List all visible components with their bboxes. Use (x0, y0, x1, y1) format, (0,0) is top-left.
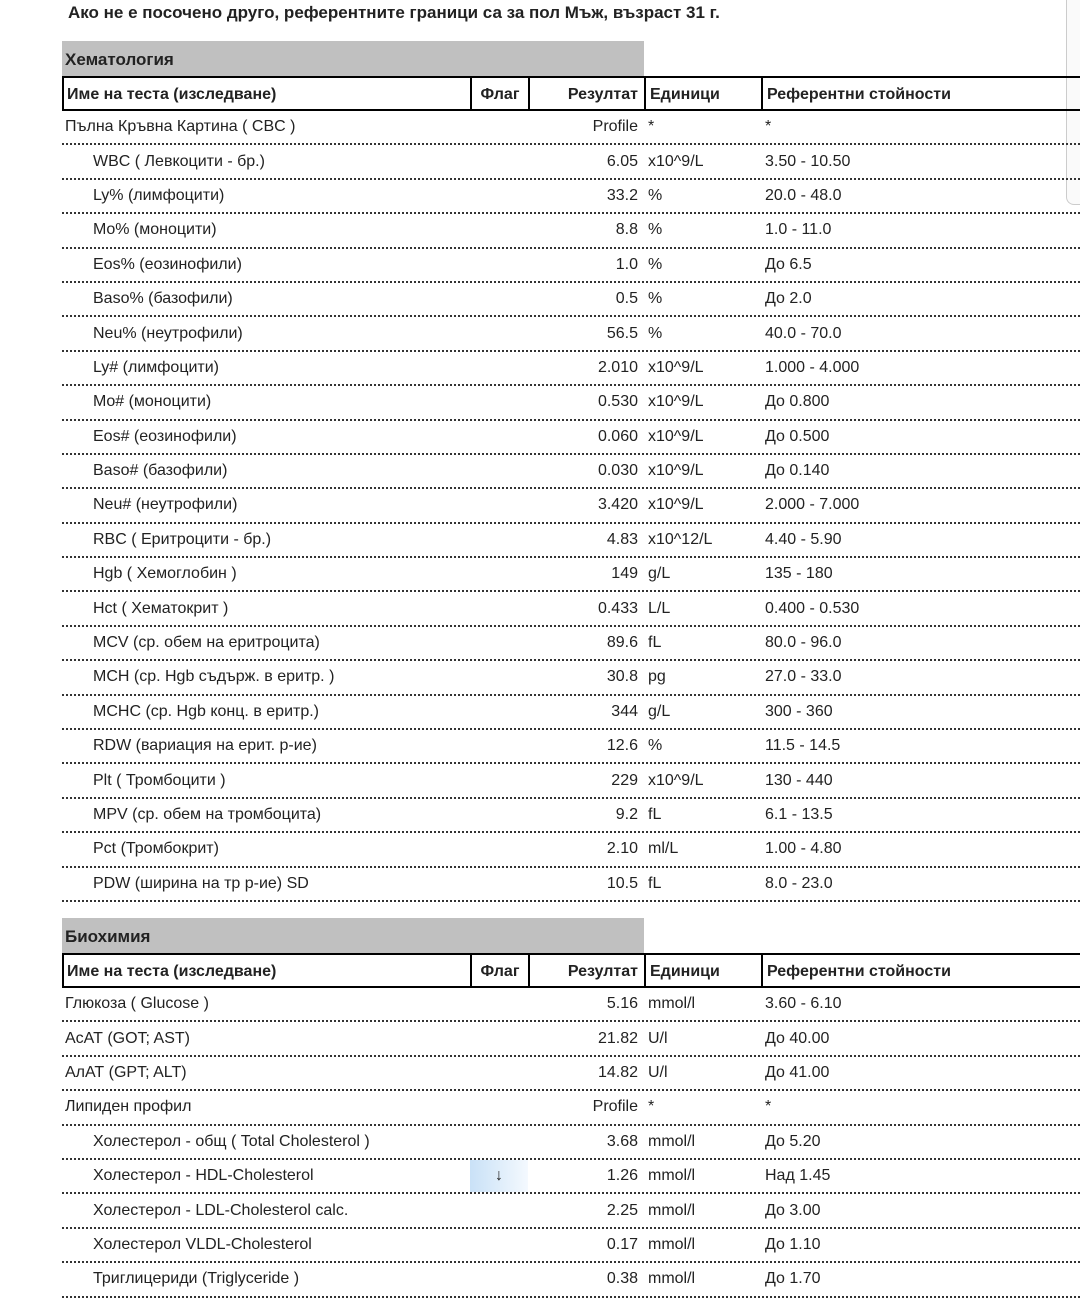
table-row (62, 1160, 1080, 1194)
reference-range: 300 - 360 (765, 702, 833, 720)
test-name: WBC ( Левкоцити - бр.) (93, 152, 265, 170)
result-value: 56.5 (606, 324, 638, 342)
column-header-ref: Референтни стойности (767, 86, 951, 103)
test-name: MCV (ср. обем на еритроцита) (93, 634, 320, 652)
result-value: Profile (592, 118, 638, 136)
flag-low-icon: ↓ (470, 1160, 528, 1192)
table-row (62, 1091, 1080, 1125)
flag-cell (470, 558, 528, 590)
test-name: Триглицериди (Triglyceride ) (93, 1270, 300, 1288)
result-value: 12.6 (606, 737, 638, 755)
result-value: 2.10 (606, 840, 638, 858)
unit: x10^9/L (648, 496, 704, 514)
result-value: 30.8 (606, 668, 638, 686)
section-title: Биохимия (62, 918, 644, 953)
reference-range: До 1.10 (765, 1235, 821, 1253)
test-name: Pct (Тромбокрит) (93, 840, 219, 858)
unit: x10^9/L (648, 358, 704, 376)
reference-range: До 41.00 (765, 1063, 830, 1081)
flag-cell (470, 868, 528, 900)
flag-cell (470, 421, 528, 453)
result-value: 0.530 (597, 393, 638, 411)
flag-cell (470, 489, 528, 521)
test-name: Hgb ( Хемоглобин ) (93, 565, 237, 583)
flag-cell (470, 592, 528, 624)
reference-range: 4.40 - 5.90 (765, 530, 842, 548)
table-row (62, 145, 1080, 179)
result-value: Profile (592, 1098, 638, 1116)
flag-cell (470, 352, 528, 384)
unit: fL (648, 634, 662, 652)
result-value: 89.6 (606, 634, 638, 652)
unit: % (648, 324, 663, 342)
flag-cell (470, 249, 528, 281)
reference-range: До 0.800 (765, 393, 830, 411)
unit: ml/L (648, 840, 679, 858)
unit: mmol/l (648, 995, 696, 1013)
table-row (62, 1263, 1080, 1297)
test-name: Ly# (лимфоцити) (93, 358, 220, 376)
reference-range: 40.0 - 70.0 (765, 324, 842, 342)
flag-cell (470, 1022, 528, 1054)
flag-cell (470, 764, 528, 796)
test-name: Baso% (базофили) (93, 290, 233, 308)
test-name: Холестерол - LDL-Cholesterol calc. (93, 1201, 349, 1219)
test-name: Липиден профил (65, 1098, 192, 1116)
result-value: 9.2 (615, 806, 638, 823)
result-value: 14.82 (597, 1063, 638, 1081)
reference-range: До 2.0 (765, 290, 812, 308)
reference-range: * (765, 1098, 772, 1116)
result-value: 5.16 (606, 995, 638, 1013)
table-row (62, 352, 1080, 386)
test-name: MCH (ср. Hgb съдърж. в еритр. ) (93, 668, 335, 686)
table-row (62, 868, 1080, 902)
unit: % (648, 255, 663, 273)
unit: fL (648, 874, 662, 892)
column-header-ref: Референтни стойности (767, 963, 951, 980)
flag-cell (470, 661, 528, 693)
table-row (62, 799, 1080, 833)
unit: U/l (648, 1029, 668, 1047)
reference-range: 0.400 - 0.530 (765, 599, 860, 617)
flag-cell (470, 730, 528, 762)
flag-cell (470, 214, 528, 246)
reference-range: 6.1 - 13.5 (765, 806, 833, 823)
reference-note: Ако не е посочено друго, референтните граници са за пол Мъж, възраст 31 г. (68, 3, 720, 22)
flag-cell (470, 283, 528, 315)
result-value: 0.030 (597, 462, 638, 480)
unit: mmol/l (648, 1270, 696, 1288)
result-value: 1.0 (615, 255, 638, 273)
result-value: 2.010 (597, 358, 638, 376)
unit: mmol/l (648, 1201, 696, 1219)
column-header-unit: Единици (646, 78, 763, 109)
test-name: Eos# (еозинофили) (93, 427, 237, 445)
table-row (62, 249, 1080, 283)
result-value: 3.420 (597, 496, 638, 514)
table-row (62, 214, 1080, 248)
table-row (62, 1194, 1080, 1228)
unit: L/L (648, 599, 671, 617)
reference-range: До 5.20 (765, 1132, 821, 1150)
unit: * (648, 1098, 655, 1116)
table-row (62, 592, 1080, 626)
flag-cell (470, 1194, 528, 1226)
flag-cell (470, 317, 528, 349)
flag-cell (470, 1126, 528, 1158)
flag-cell (470, 833, 528, 865)
result-value: 4.83 (606, 530, 638, 548)
test-name: Холестерол VLDL-Cholesterol (93, 1235, 312, 1253)
test-name: RBC ( Еритроцити - бр.) (93, 530, 272, 548)
test-name: Mo# (моноцити) (93, 393, 212, 411)
flag-cell (470, 696, 528, 728)
unit: x10^9/L (648, 152, 704, 170)
column-header-result: Резултат (530, 78, 646, 109)
reference-range: Над 1.45 (765, 1167, 831, 1185)
unit: fL (648, 806, 662, 823)
flag-cell (470, 1263, 528, 1295)
flag-cell (470, 988, 528, 1020)
unit: x10^9/L (648, 462, 704, 480)
test-name: PDW (ширина на тр р-ие) SD (93, 874, 309, 892)
reference-range: До 1.70 (765, 1270, 821, 1288)
section-biochemistry (62, 918, 1080, 1298)
reference-range: 135 - 180 (765, 565, 833, 583)
table-row (62, 661, 1080, 695)
reference-range: 27.0 - 33.0 (765, 668, 842, 686)
reference-range: 8.0 - 23.0 (765, 874, 833, 892)
test-name: Mo% (моноцити) (93, 221, 217, 239)
reference-range: До 40.00 (765, 1029, 830, 1047)
test-name: Ly% (лимфоцити) (93, 186, 225, 204)
flag-cell (470, 386, 528, 418)
unit: % (648, 221, 663, 239)
flag-cell (470, 180, 528, 212)
reference-range: 1.000 - 4.000 (765, 358, 860, 376)
table-row (62, 180, 1080, 214)
table-header (62, 76, 1080, 111)
unit: g/L (648, 565, 671, 583)
reference-range: 11.5 - 14.5 (765, 737, 841, 755)
test-name: АсАТ (GOT; AST) (65, 1029, 190, 1047)
reference-range: До 3.00 (765, 1201, 821, 1219)
test-name: Eos% (еозинофили) (93, 255, 242, 273)
test-name: Hct ( Хематокрит ) (93, 599, 229, 617)
table-row (62, 1126, 1080, 1160)
test-name: Холестерол - HDL-Cholesterol (93, 1167, 314, 1185)
result-value: 149 (611, 565, 638, 583)
unit: pg (648, 668, 666, 686)
table-row (62, 764, 1080, 798)
test-name: MCHC (ср. Hgb конц. в еритр.) (93, 702, 319, 720)
column-header-name: Име на теста (изследване) (64, 955, 472, 986)
unit: g/L (648, 702, 671, 720)
table-row (62, 386, 1080, 420)
table-row (62, 1022, 1080, 1056)
table-row (62, 111, 1080, 145)
reference-range: До 0.500 (765, 427, 830, 445)
reference-range: 1.0 - 11.0 (765, 221, 832, 239)
test-name: Plt ( Тромбоцити ) (93, 771, 226, 789)
test-name: Холестерол - общ ( Total Cholesterol ) (93, 1132, 370, 1150)
flag-cell (470, 1091, 528, 1123)
reference-range: 3.60 - 6.10 (765, 995, 842, 1013)
test-name: Baso# (базофили) (93, 462, 228, 480)
reference-range: До 6.5 (765, 255, 812, 273)
column-header-flag: Флаг (472, 78, 530, 109)
result-value: 344 (611, 702, 638, 720)
unit: % (648, 186, 663, 204)
test-name: Neu% (неутрофили) (93, 324, 243, 342)
unit: % (648, 290, 663, 308)
table-row (62, 1229, 1080, 1263)
flag-cell (470, 1229, 528, 1261)
result-value: 33.2 (606, 186, 638, 204)
column-header-flag: Флаг (472, 955, 530, 986)
table-row (62, 730, 1080, 764)
result-value: 229 (611, 771, 638, 789)
section-title: Хематология (62, 41, 644, 76)
unit: mmol/l (648, 1132, 696, 1150)
reference-range: 130 - 440 (765, 771, 833, 789)
result-value: 0.060 (597, 427, 638, 445)
table-row (62, 524, 1080, 558)
result-value: 0.17 (606, 1235, 638, 1253)
table-row (62, 421, 1080, 455)
reference-range: 3.50 - 10.50 (765, 152, 851, 170)
flag-cell (470, 627, 528, 659)
test-name: MPV (ср. обем на тромбоцита) (93, 806, 322, 823)
unit: mmol/l (648, 1235, 696, 1253)
table-row (62, 988, 1080, 1022)
table-row (62, 558, 1080, 592)
table-row (62, 696, 1080, 730)
test-name: АлАТ (GPT; ALT) (65, 1063, 187, 1081)
result-value: 1.26 (606, 1167, 638, 1185)
flag-cell (470, 111, 528, 143)
reference-range: 1.00 - 4.80 (765, 840, 842, 858)
result-value: 0.5 (615, 290, 638, 308)
table-row (62, 283, 1080, 317)
unit: U/l (648, 1063, 668, 1081)
test-name: Пълна Кръвна Картина ( CBC ) (65, 118, 296, 136)
unit: mmol/l (648, 1167, 696, 1185)
flag-cell (470, 455, 528, 487)
table-header (62, 953, 1080, 988)
test-name: Neu# (неутрофили) (93, 496, 238, 514)
table-row (62, 455, 1080, 489)
unit: x10^9/L (648, 393, 704, 411)
test-name: Глюкоза ( Glucose ) (65, 995, 209, 1013)
table-row (62, 833, 1080, 867)
table-row (62, 317, 1080, 351)
section-hematology (62, 41, 1080, 902)
table-row (62, 489, 1080, 523)
result-value: 3.68 (606, 1132, 638, 1150)
table-row (62, 1057, 1080, 1091)
result-value: 21.82 (597, 1029, 638, 1047)
result-value: 10.5 (606, 874, 638, 892)
result-value: 6.05 (606, 152, 638, 170)
reference-range: * (765, 118, 772, 136)
result-value: 0.433 (597, 599, 638, 617)
test-name: RDW (вариация на ерит. р-ие) (93, 737, 317, 755)
table-row (62, 627, 1080, 661)
reference-range: 20.0 - 48.0 (765, 186, 842, 204)
flag-cell (470, 799, 528, 831)
unit: x10^12/L (648, 530, 713, 548)
column-header-unit: Единици (646, 955, 763, 986)
result-value: 8.8 (615, 221, 638, 239)
flag-cell (470, 1057, 528, 1089)
column-header-result: Резултат (530, 955, 646, 986)
result-value: 0.38 (606, 1270, 638, 1288)
unit: % (648, 737, 663, 755)
unit: x10^9/L (648, 427, 704, 445)
column-header-name: Име на теста (изследване) (64, 78, 472, 109)
result-value: 2.25 (606, 1201, 638, 1219)
reference-range: 80.0 - 96.0 (765, 634, 842, 652)
unit: x10^9/L (648, 771, 704, 789)
flag-cell (470, 524, 528, 556)
unit: * (648, 118, 655, 136)
reference-range: До 0.140 (765, 462, 830, 480)
flag-cell (470, 145, 528, 177)
reference-range: 2.000 - 7.000 (765, 496, 860, 514)
